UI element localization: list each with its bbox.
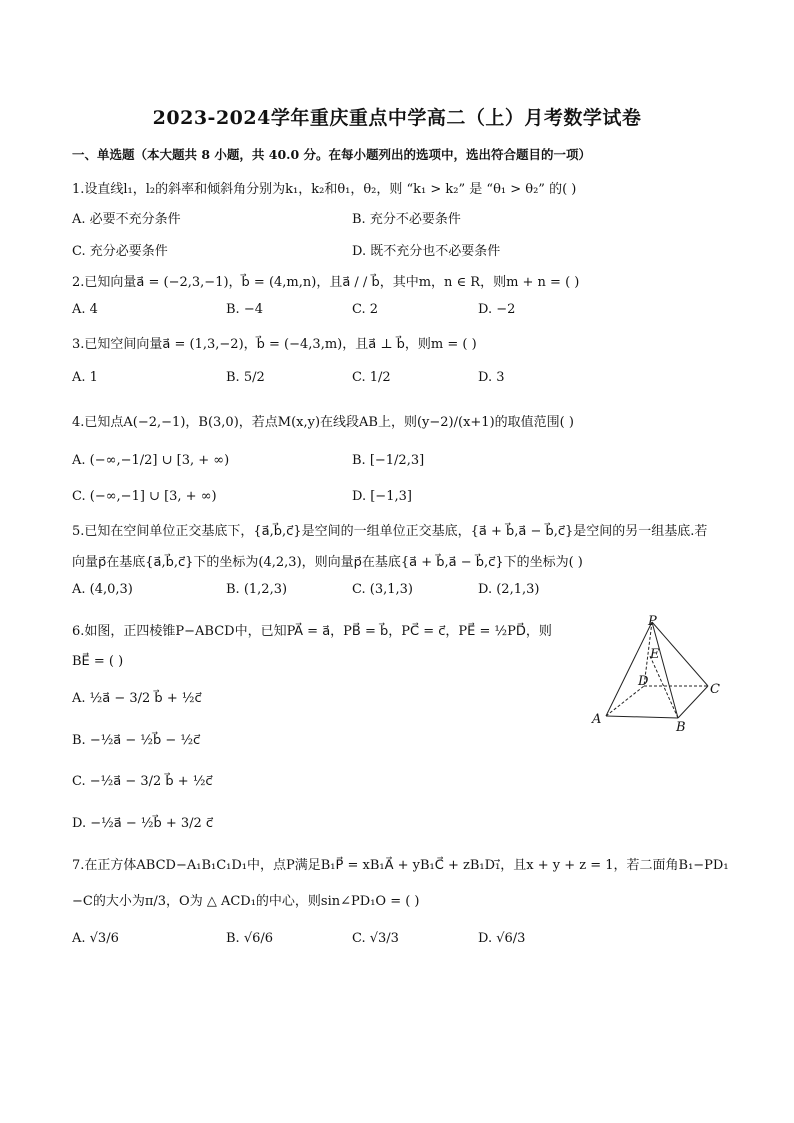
question-7-stem-line-2: −C的大小为π/3，O为 △ ACD₁的中心，则sin∠PD₁O = ( ) [72,894,420,909]
pyramid-figure [588,612,728,737]
q4-option-b: B. [−1/2,3] [352,453,425,468]
q6-option-a: A. ½a⃗ − 3/2 b⃗ + ½c⃗ [72,691,202,706]
edge-ad [606,686,644,716]
question-2-stem: 2.已知向量a⃗ = (−2,3,−1)，b⃗ = (4,m,n)，且a⃗ / / b⃗，其中m，n ∈ R，则m + n = ( ) [72,275,580,290]
q3-option-b: B. 5/2 [226,370,265,385]
label-p: P [648,614,657,629]
q5-option-b: B. (1,2,3) [226,582,288,597]
q2-option-a: A. 4 [72,302,98,317]
question-7-stem-line-1: 7.在正方体ABCD−A₁B₁C₁D₁中，点P满足B₁P⃗ = xB₁A⃗ + yB₁C⃗ + zB₁D₁⃗，且x + y + z = 1，若二面角B₁−PD₁ [72,858,729,873]
q1-option-d: D. 既不充分也不必要条件 [352,244,501,259]
label-b: B [676,720,686,735]
q7-option-a: A. √3/6 [72,931,119,946]
q1-option-b: B. 充分不必要条件 [352,212,461,227]
q6-option-c: C. −½a⃗ − 3/2 b⃗ + ½c⃗ [72,774,213,789]
question-6-stem-line-2: BE⃗ = ( ) [72,654,124,669]
q5-option-c: C. (3,1,3) [352,582,413,597]
q7-option-c: C. √3/3 [352,931,399,946]
q5-option-d: D. (2,1,3) [478,582,540,597]
q7-option-b: B. √6/6 [226,931,274,946]
question-5-stem-line-1: 5.已知在空间单位正交基底下，{a⃗,b⃗,c⃗}是空间的一组单位正交基底，{a⃗ + b⃗,a⃗ − b⃗,c⃗}是空间的另一组基底.若 [72,524,708,539]
q7-option-d: D. √6/3 [478,931,526,946]
q2-option-d: D. −2 [478,302,516,317]
question-3-stem: 3.已知空间向量a⃗ = (1,3,−2)，b⃗ = (−4,3,m)，且a⃗ ⊥ b⃗，则m = ( ) [72,337,477,352]
q6-option-b: B. −½a⃗ − ½b⃗ − ½c⃗ [72,733,201,748]
label-a: A [592,712,602,727]
q1-option-a: A. 必要不充分条件 [72,212,181,227]
q3-option-a: A. 1 [72,370,98,385]
q5-option-a: A. (4,0,3) [72,582,133,597]
question-6-stem-line-1: 6.如图，正四棱锥P−ABCD中，已知PA⃗ = a⃗，PB⃗ = b⃗，PC⃗ = c⃗，PE⃗ = ½PD⃗，则 [72,624,552,639]
question-5-stem-line-2: 向量p⃗在基底{a⃗,b⃗,c⃗}下的坐标为(4,2,3)，则向量p⃗在基底{a⃗ + b⃗,a⃗ − b⃗,c⃗}下的坐标为( ) [72,555,583,570]
label-e: E [650,647,660,662]
question-4-stem: 4.已知点A(−2,−1)，B(3,0)，若点M(x,y)在线段AB上，则(y−2)/(x+1)的取值范围( ) [72,415,574,430]
q2-option-b: B. −4 [226,302,263,317]
edge-ab [606,716,678,718]
question-1-stem: 1.设直线l₁，l₂的斜率和倾斜角分别为k₁，k₂和θ₁，θ₂，则 “k₁ > k₂” 是 “θ₁ > θ₂” 的( ) [72,182,577,197]
q1-option-c: C. 充分必要条件 [72,244,168,259]
q3-option-d: D. 3 [478,370,505,385]
label-c: C [710,682,720,697]
page-title: 2023-2024学年重庆重点中学高二（上）月考数学试卷 [152,107,642,129]
q4-option-c: C. (−∞,−1] ∪ [3, + ∞) [72,489,217,504]
q4-option-d: D. [−1,3] [352,489,412,504]
q3-option-c: C. 1/2 [352,370,391,385]
edge-pa [606,622,652,716]
q2-option-c: C. 2 [352,302,379,317]
label-d: D [638,674,649,689]
q4-option-a: A. (−∞,−1/2] ∪ [3, + ∞) [72,453,230,468]
q6-option-d: D. −½a⃗ − ½b⃗ + 3/2 c⃗ [72,816,214,831]
edge-bc [678,686,708,718]
section-heading: 一、单选题（本大题共 8 小题，共 40.0 分。在每小题列出的选项中，选出符合题目的一项） [72,147,592,162]
